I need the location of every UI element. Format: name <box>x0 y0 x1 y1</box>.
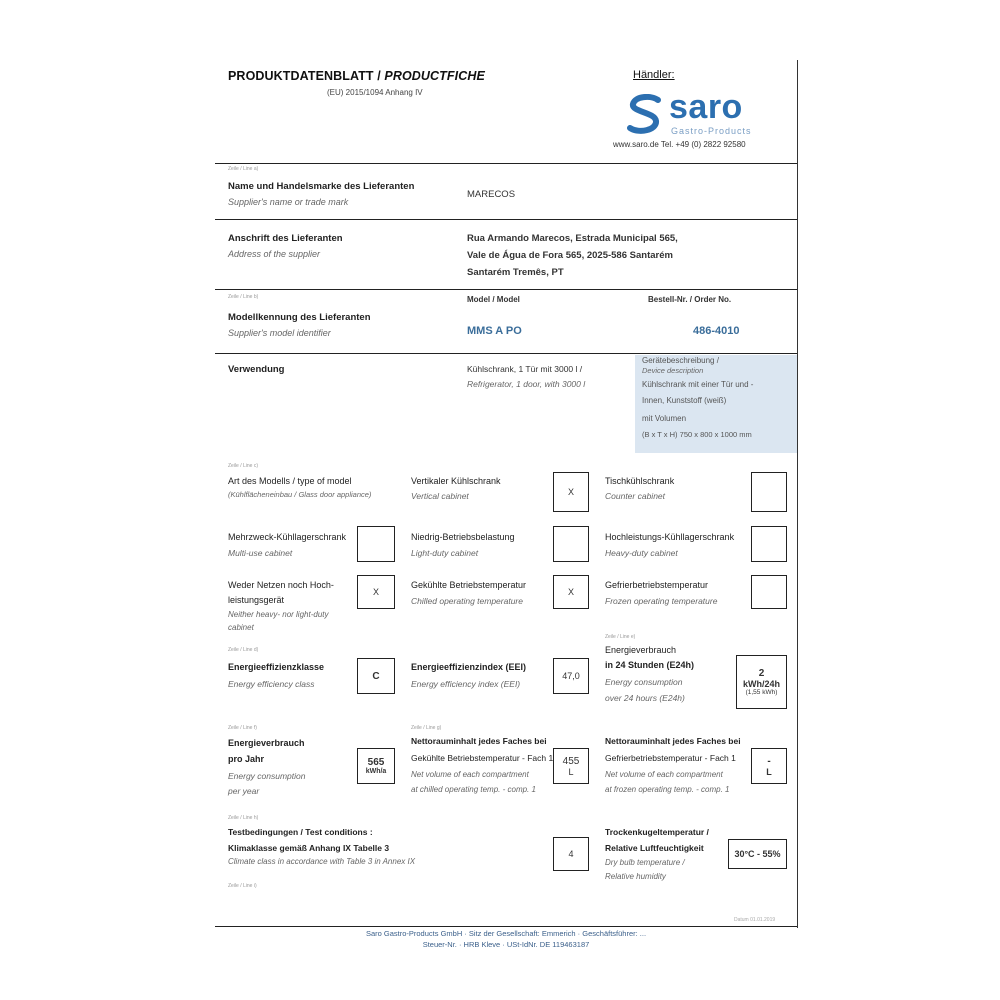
net-label-2: Gekühlte Betriebstemperatur - Fach 1 <box>411 753 554 763</box>
panel-line: (B x T x H) 750 x 800 x 1000 mm <box>642 430 752 439</box>
chilled-label: Gekühlte Betriebstemperatur <box>411 580 527 590</box>
panel-line: mit Volumen <box>642 414 687 423</box>
panel-line: Kühlschrank mit einer Tür und - <box>642 380 754 389</box>
net-label-en: Net volume of each compartment <box>411 770 529 779</box>
test-label-en: Climate class in accordance with Table 3 in Annex IX <box>228 857 416 866</box>
line-tag: Zeile / Line a) <box>228 166 259 172</box>
light-label-en: Light-duty cabinet <box>411 548 479 558</box>
annual-value-box <box>357 748 395 784</box>
tropical-checkbox[interactable]: X <box>357 575 395 609</box>
net-label-en-2: at chilled operating temp. - comp. 1 <box>411 785 536 794</box>
usage-label: Verwendung <box>228 364 285 375</box>
line-tag: Zeile / Line f) <box>228 725 257 731</box>
annual-label-2: pro Jahr <box>228 754 265 764</box>
tropical-label-en: Neither heavy- nor light-duty <box>228 610 329 619</box>
net-value-box <box>553 748 589 784</box>
daily-label-en-2: over 24 hours (E24h) <box>605 693 685 703</box>
frozen-checkbox[interactable] <box>751 575 787 609</box>
usage-value: Kühlschrank, 1 Tür mit 3000 l / <box>467 364 583 374</box>
chilled-label-en: Chilled operating temperature <box>411 596 523 606</box>
tropical-label-en-2: cabinet <box>228 623 254 632</box>
line-tag: Zeile / Line b) <box>228 294 259 300</box>
line-tag: Zeile / Line c) <box>228 463 259 469</box>
type-label: Art des Modells / type of model <box>228 476 352 486</box>
frozen-net-label-2: Gefrierbetriebstemperatur - Fach 1 <box>605 753 736 763</box>
dry-label-2: Relative Luftfeuchtigkeit <box>605 843 704 853</box>
frozen-label-en: Frozen operating temperature <box>605 596 718 606</box>
saro-s-icon <box>625 94 665 136</box>
divider <box>215 353 797 354</box>
address-line1: Rua Armando Marecos, Estrada Municipal 565, <box>467 233 678 244</box>
page-ref: Datum 01.01.2019 <box>734 917 776 923</box>
annual-label-en-2: per year <box>228 786 260 796</box>
daily-sub: (1,55 kWh) <box>745 689 778 696</box>
eei-value: 47,0 <box>553 658 589 694</box>
net-unit: L <box>568 766 574 777</box>
eei-label: Energieeffizienzindex (EEI) <box>411 662 527 672</box>
test-label: Testbedingungen / Test conditions : <box>228 827 373 837</box>
divider <box>215 926 797 927</box>
supplier-label: Name und Handelsmarke des Lieferanten <box>228 181 415 192</box>
divider <box>215 219 797 220</box>
product-fiche-page <box>215 60 798 949</box>
eei-label-en: Energy efficiency index (EEI) <box>411 679 521 689</box>
panel-title: Gerätebeschreibung / <box>642 356 719 365</box>
supplier-value: MARECOS <box>467 189 516 200</box>
counter-checkbox[interactable] <box>751 472 787 512</box>
annual-unit: kWh/a <box>365 768 387 775</box>
panel-title-en: Device description <box>642 366 704 375</box>
order-field-label: Bestell-Nr. / Order No. <box>648 295 732 304</box>
address-label-en: Address of the supplier <box>228 249 321 259</box>
divider <box>215 163 797 164</box>
model-label: Modellkennung des Lieferanten <box>228 312 371 323</box>
dry-label-en-2: Relative humidity <box>605 872 666 881</box>
daily-value: 2 <box>758 668 765 679</box>
annual-value: 565 <box>367 757 385 768</box>
line-tag: Zeile / Line e) <box>605 634 636 640</box>
energy-class-value: C <box>357 658 395 694</box>
panel-line: Innen, Kunststoff (weiß) <box>642 396 727 405</box>
multi-label: Mehrzweck-Kühllagerschrank <box>228 532 347 542</box>
frozen-net-label-en-2: at frozen operating temp. - comp. 1 <box>605 785 730 794</box>
counter-label-en: Counter cabinet <box>605 491 666 501</box>
supplier-label-en: Supplier's name or trade mark <box>228 197 349 207</box>
dealer-label: Händler: <box>633 69 675 81</box>
daily-label: Energieverbrauch <box>605 645 677 655</box>
page-title: PRODUKTDATENBLATT / PRODUCTFICHE <box>228 69 485 83</box>
tropical-label-2: leistungsgerät <box>228 595 285 605</box>
daily-label-2: in 24 Stunden (E24h) <box>605 660 695 670</box>
light-checkbox[interactable] <box>553 526 589 562</box>
annual-label: Energieverbrauch <box>228 738 305 748</box>
dry-value: 30°C - 55% <box>728 839 787 869</box>
divider <box>215 289 797 290</box>
model-label-en: Supplier's model identifier <box>228 328 331 338</box>
type-label-sub: (Kühlflächeneinbau / Glass door appliance) <box>228 490 372 499</box>
counter-label: Tischkühlschrank <box>605 476 675 486</box>
daily-value-box <box>736 655 787 709</box>
energy-class-label-en: Energy efficiency class <box>228 679 315 689</box>
daily-label-en: Energy consumption <box>605 677 683 687</box>
dry-label: Trockenkugeltemperatur / <box>605 827 709 837</box>
light-label: Niedrig-Betriebsbelastung <box>411 532 515 542</box>
footer <box>215 928 797 950</box>
brand-contact: www.saro.de Tel. +49 (0) 2822 92580 <box>613 140 746 149</box>
footer-line: Saro Gastro-Products GmbH · Sitz der Gesellschaft: Emmerich · Geschäftsführer: ... <box>365 929 647 938</box>
line-tag: Zeile / Line i) <box>228 883 257 889</box>
vertical-label: Vertikaler Kühlschrank <box>411 476 501 486</box>
footer-line: Steuer-Nr. · HRB Kleve · USt-IdNr. DE 119463187 <box>422 940 590 949</box>
energy-class-label: Energieeffizienzklasse <box>228 662 325 672</box>
model-field-label: Model / Model <box>467 295 520 304</box>
net-label: Nettorauminhalt jedes Faches bei <box>411 736 547 746</box>
daily-unit: kWh/24h <box>742 679 780 689</box>
order-value: 486-4010 <box>693 325 740 337</box>
frozen-net-label: Nettorauminhalt jedes Faches bei <box>605 736 741 746</box>
frozen-net-value: - <box>767 755 771 767</box>
vertical-checkbox[interactable]: X <box>553 472 589 512</box>
climate-class-value: 4 <box>553 837 589 871</box>
heavy-checkbox[interactable] <box>751 526 787 562</box>
multi-label-en: Multi-use cabinet <box>228 548 293 558</box>
frozen-label: Gefrierbetriebstemperatur <box>605 580 709 590</box>
frozen-net-unit: L <box>766 766 772 777</box>
usage-value-en: Refrigerator, 1 door, with 3000 l <box>467 379 586 389</box>
line-tag: Zeile / Line h) <box>228 815 259 821</box>
dry-label-en: Dry bulb temperature / <box>605 858 685 867</box>
tropical-label: Weder Netzen noch Hoch- <box>228 580 334 590</box>
brand-tagline: Gastro-Products <box>671 126 752 136</box>
model-value: MMS A PO <box>467 325 522 337</box>
multi-checkbox[interactable] <box>357 526 395 562</box>
regulation-ref: (EU) 2015/1094 Anhang IV <box>327 88 423 97</box>
address-line3: Santarém Tremês, PT <box>467 267 564 278</box>
frozen-net-value-box <box>751 748 787 784</box>
test-label-2: Klimaklasse gemäß Anhang IX Tabelle 3 <box>228 843 390 853</box>
chilled-checkbox[interactable]: X <box>553 575 589 609</box>
heavy-label: Hochleistungs-Kühllagerschrank <box>605 532 735 542</box>
frozen-net-label-en: Net volume of each compartment <box>605 770 723 779</box>
line-tag: Zeile / Line d) <box>228 647 259 653</box>
annual-label-en: Energy consumption <box>228 771 306 781</box>
brand-name: saro <box>669 88 743 126</box>
line-tag: Zeile / Line g) <box>411 725 442 731</box>
net-value: 455 <box>562 755 580 767</box>
address-label: Anschrift des Lieferanten <box>228 233 343 244</box>
heavy-label-en: Heavy-duty cabinet <box>605 548 678 558</box>
address-line2: Vale de Água de Fora 565, 2025-586 Santarém <box>467 250 673 261</box>
vertical-label-en: Vertical cabinet <box>411 491 469 501</box>
